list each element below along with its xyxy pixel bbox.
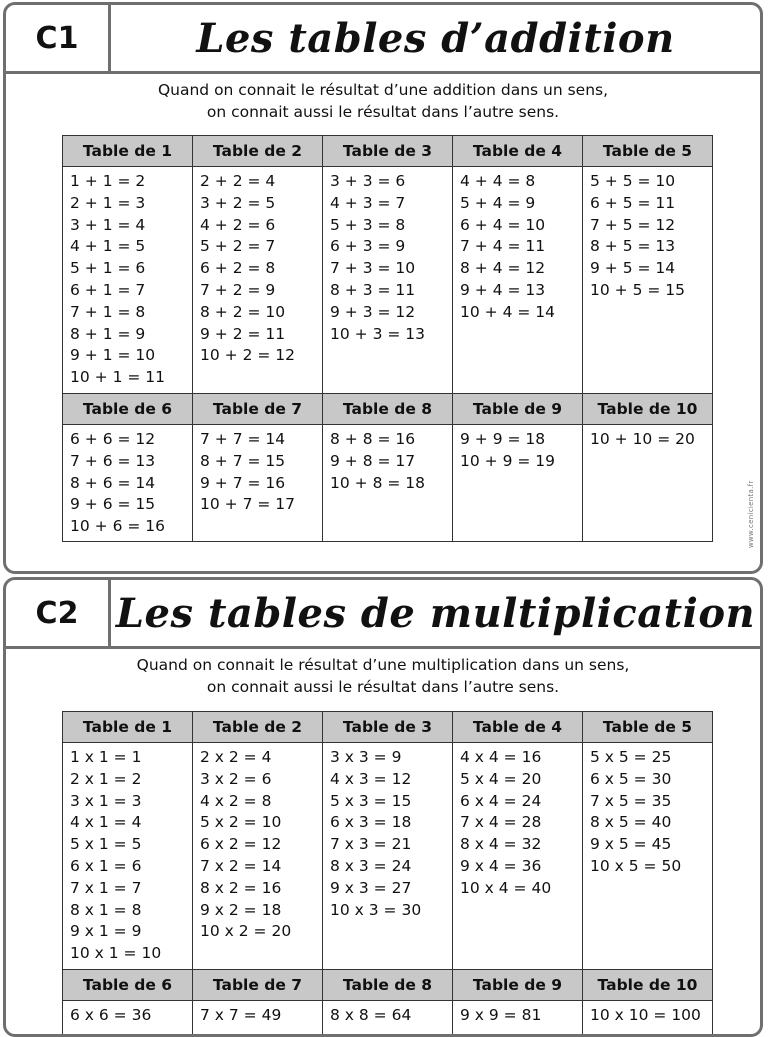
fact-line: 6 + 1 = 7 [70, 280, 192, 302]
fact-line: 7 + 2 = 9 [200, 280, 322, 302]
fact-line: 2 x 2 = 4 [200, 747, 322, 769]
fact-line: 7 x 2 = 14 [200, 856, 322, 878]
table-cell [193, 1001, 323, 1037]
site-credit: www.cenicienta.fr [747, 480, 755, 548]
table-header: Table de 10 [583, 970, 713, 1001]
fact-line: 4 x 1 = 4 [70, 812, 192, 834]
fact-line: 8 x 8 = 64 [330, 1005, 452, 1027]
fact-line: 5 x 2 = 10 [200, 812, 322, 834]
fact-line: 2 + 1 = 3 [70, 193, 192, 215]
fact-line: 3 + 3 = 6 [330, 171, 452, 193]
fact-line: 5 + 4 = 9 [460, 193, 582, 215]
fact-line: 5 + 5 = 10 [590, 171, 712, 193]
body-row [63, 167, 713, 394]
table-cell [63, 167, 193, 394]
table-cell [193, 743, 323, 970]
table-header: Table de 3 [323, 712, 453, 743]
body-row [63, 425, 713, 542]
fact-line: 8 + 7 = 15 [200, 451, 322, 473]
fact-line: 6 + 6 = 12 [70, 429, 192, 451]
fact-line: 8 x 3 = 24 [330, 856, 452, 878]
table-cell [323, 743, 453, 970]
intro-line: on connait aussi le résultat dans l’autre sens. [6, 676, 760, 698]
fact-line: 3 x 1 = 3 [70, 791, 192, 813]
table-cell [193, 167, 323, 394]
fact-line: 4 + 1 = 5 [70, 236, 192, 258]
card-header [6, 580, 760, 649]
fact-line: 3 + 1 = 4 [70, 215, 192, 237]
table-cell [63, 425, 193, 542]
fact-line: 6 + 5 = 11 [590, 193, 712, 215]
fact-line: 9 + 8 = 17 [330, 451, 452, 473]
fact-line: 8 + 3 = 11 [330, 280, 452, 302]
card-title: Les tables d’addition [111, 5, 760, 71]
table-header: Table de 4 [453, 712, 583, 743]
fact-line: 3 x 2 = 6 [200, 769, 322, 791]
fact-line: 9 + 4 = 13 [460, 280, 582, 302]
fact-line: 9 + 7 = 16 [200, 473, 322, 495]
header-row [63, 970, 713, 1001]
table-cell [323, 425, 453, 542]
header-row [63, 712, 713, 743]
multiplication-tables [62, 711, 713, 1037]
fact-line: 7 + 7 = 14 [200, 429, 322, 451]
table-header: Table de 8 [323, 394, 453, 425]
intro-line: Quand on connait le résultat d’une multiplication dans un sens, [6, 654, 760, 676]
fact-line: 10 + 3 = 13 [330, 324, 452, 346]
fact-line: 8 + 6 = 14 [70, 473, 192, 495]
fact-line: 10 + 5 = 15 [590, 280, 712, 302]
table-header: Table de 1 [63, 712, 193, 743]
table-cell [63, 1001, 193, 1037]
table-cell [63, 743, 193, 970]
fact-line: 8 + 8 = 16 [330, 429, 452, 451]
table-header: Table de 2 [193, 136, 323, 167]
table-header: Table de 10 [583, 394, 713, 425]
table-header: Table de 9 [453, 394, 583, 425]
fact-line: 6 x 1 = 6 [70, 856, 192, 878]
fact-line: 6 x 2 = 12 [200, 834, 322, 856]
addition-tables [62, 135, 713, 542]
fact-line: 9 + 5 = 14 [590, 258, 712, 280]
fact-line: 9 + 2 = 11 [200, 324, 322, 346]
card-title: Les tables de multiplication [111, 580, 760, 646]
table-header: Table de 6 [63, 970, 193, 1001]
fact-line: 8 x 4 = 32 [460, 834, 582, 856]
header-row [63, 136, 713, 167]
fact-line: 6 x 5 = 30 [590, 769, 712, 791]
fact-line: 8 + 4 = 12 [460, 258, 582, 280]
fact-line: 5 + 3 = 8 [330, 215, 452, 237]
fact-line: 8 + 2 = 10 [200, 302, 322, 324]
fact-line: 9 + 3 = 12 [330, 302, 452, 324]
fact-line: 7 x 1 = 7 [70, 878, 192, 900]
addition-card [3, 2, 763, 574]
fact-line: 7 + 4 = 11 [460, 236, 582, 258]
card-code: C1 [6, 5, 111, 71]
fact-line: 4 x 3 = 12 [330, 769, 452, 791]
fact-line: 4 x 4 = 16 [460, 747, 582, 769]
table-cell [453, 1001, 583, 1037]
fact-line: 9 + 9 = 18 [460, 429, 582, 451]
fact-line: 6 x 3 = 18 [330, 812, 452, 834]
fact-line: 9 x 1 = 9 [70, 921, 192, 943]
body-row [63, 743, 713, 970]
fact-line: 4 + 2 = 6 [200, 215, 322, 237]
table-cell [583, 743, 713, 970]
table-cell [323, 167, 453, 394]
fact-line: 10 + 2 = 12 [200, 345, 322, 367]
fact-line: 9 x 5 = 45 [590, 834, 712, 856]
fact-line: 10 x 10 = 100 [590, 1005, 712, 1027]
fact-line: 7 + 5 = 12 [590, 215, 712, 237]
table-header: Table de 9 [453, 970, 583, 1001]
fact-line: 7 x 7 = 49 [200, 1005, 322, 1027]
table-cell [193, 425, 323, 542]
fact-line: 3 x 3 = 9 [330, 747, 452, 769]
fact-line: 7 + 1 = 8 [70, 302, 192, 324]
fact-line: 7 x 5 = 35 [590, 791, 712, 813]
table-header: Table de 8 [323, 970, 453, 1001]
fact-line: 9 + 1 = 10 [70, 345, 192, 367]
fact-line: 10 + 9 = 19 [460, 451, 582, 473]
fact-line: 5 x 5 = 25 [590, 747, 712, 769]
multiplication-card [3, 577, 763, 1037]
fact-line: 5 + 1 = 6 [70, 258, 192, 280]
fact-line: 4 x 2 = 8 [200, 791, 322, 813]
intro-line: on connait aussi le résultat dans l’autre sens. [6, 101, 760, 123]
fact-line: 4 + 4 = 8 [460, 171, 582, 193]
table-header: Table de 7 [193, 394, 323, 425]
fact-line: 6 + 2 = 8 [200, 258, 322, 280]
intro-text [6, 654, 760, 698]
fact-line: 6 x 4 = 24 [460, 791, 582, 813]
fact-line: 10 + 1 = 11 [70, 367, 192, 389]
intro-text [6, 79, 760, 123]
fact-line: 10 x 5 = 50 [590, 856, 712, 878]
table-header: Table de 3 [323, 136, 453, 167]
fact-line: 8 + 1 = 9 [70, 324, 192, 346]
table-header: Table de 4 [453, 136, 583, 167]
fact-line: 2 + 2 = 4 [200, 171, 322, 193]
table-header: Table de 1 [63, 136, 193, 167]
table-cell [453, 743, 583, 970]
table-header: Table de 5 [583, 136, 713, 167]
fact-line: 3 + 2 = 5 [200, 193, 322, 215]
fact-line: 2 x 1 = 2 [70, 769, 192, 791]
fact-line: 8 x 1 = 8 [70, 900, 192, 922]
table-cell [583, 1001, 713, 1037]
fact-line: 8 x 5 = 40 [590, 812, 712, 834]
fact-line: 9 + 6 = 15 [70, 494, 192, 516]
fact-line: 10 x 3 = 30 [330, 900, 452, 922]
fact-line: 5 x 3 = 15 [330, 791, 452, 813]
fact-line: 7 x 3 = 21 [330, 834, 452, 856]
fact-line: 1 x 1 = 1 [70, 747, 192, 769]
intro-line: Quand on connait le résultat d’une addition dans un sens, [6, 79, 760, 101]
fact-line: 10 + 4 = 14 [460, 302, 582, 324]
fact-line: 7 + 3 = 10 [330, 258, 452, 280]
table-header: Table de 2 [193, 712, 323, 743]
table-cell [453, 425, 583, 542]
card-header [6, 5, 760, 74]
card-code: C2 [6, 580, 111, 646]
fact-line: 9 x 2 = 18 [200, 900, 322, 922]
table-cell [583, 425, 713, 542]
fact-line: 1 + 1 = 2 [70, 171, 192, 193]
fact-line: 8 x 2 = 16 [200, 878, 322, 900]
fact-line: 7 x 4 = 28 [460, 812, 582, 834]
table-cell [323, 1001, 453, 1037]
table-header: Table de 5 [583, 712, 713, 743]
fact-line: 6 + 3 = 9 [330, 236, 452, 258]
table-header: Table de 6 [63, 394, 193, 425]
fact-line: 9 x 4 = 36 [460, 856, 582, 878]
table-cell [453, 167, 583, 394]
fact-line: 10 x 2 = 20 [200, 921, 322, 943]
fact-line: 4 + 3 = 7 [330, 193, 452, 215]
header-row [63, 394, 713, 425]
fact-line: 6 x 6 = 36 [70, 1005, 192, 1027]
fact-line: 10 + 6 = 16 [70, 516, 192, 538]
fact-line: 8 + 5 = 13 [590, 236, 712, 258]
fact-line: 5 + 2 = 7 [200, 236, 322, 258]
body-row [63, 1001, 713, 1037]
fact-line: 10 + 10 = 20 [590, 429, 712, 451]
table-cell [583, 167, 713, 394]
fact-line: 10 + 8 = 18 [330, 473, 452, 495]
fact-line: 10 x 4 = 40 [460, 878, 582, 900]
fact-line: 7 + 6 = 13 [70, 451, 192, 473]
fact-line: 5 x 4 = 20 [460, 769, 582, 791]
table-header: Table de 7 [193, 970, 323, 1001]
fact-line: 10 x 1 = 10 [70, 943, 192, 965]
fact-line: 10 + 7 = 17 [200, 494, 322, 516]
fact-line: 5 x 1 = 5 [70, 834, 192, 856]
fact-line: 9 x 9 = 81 [460, 1005, 582, 1027]
fact-line: 6 + 4 = 10 [460, 215, 582, 237]
fact-line: 9 x 3 = 27 [330, 878, 452, 900]
